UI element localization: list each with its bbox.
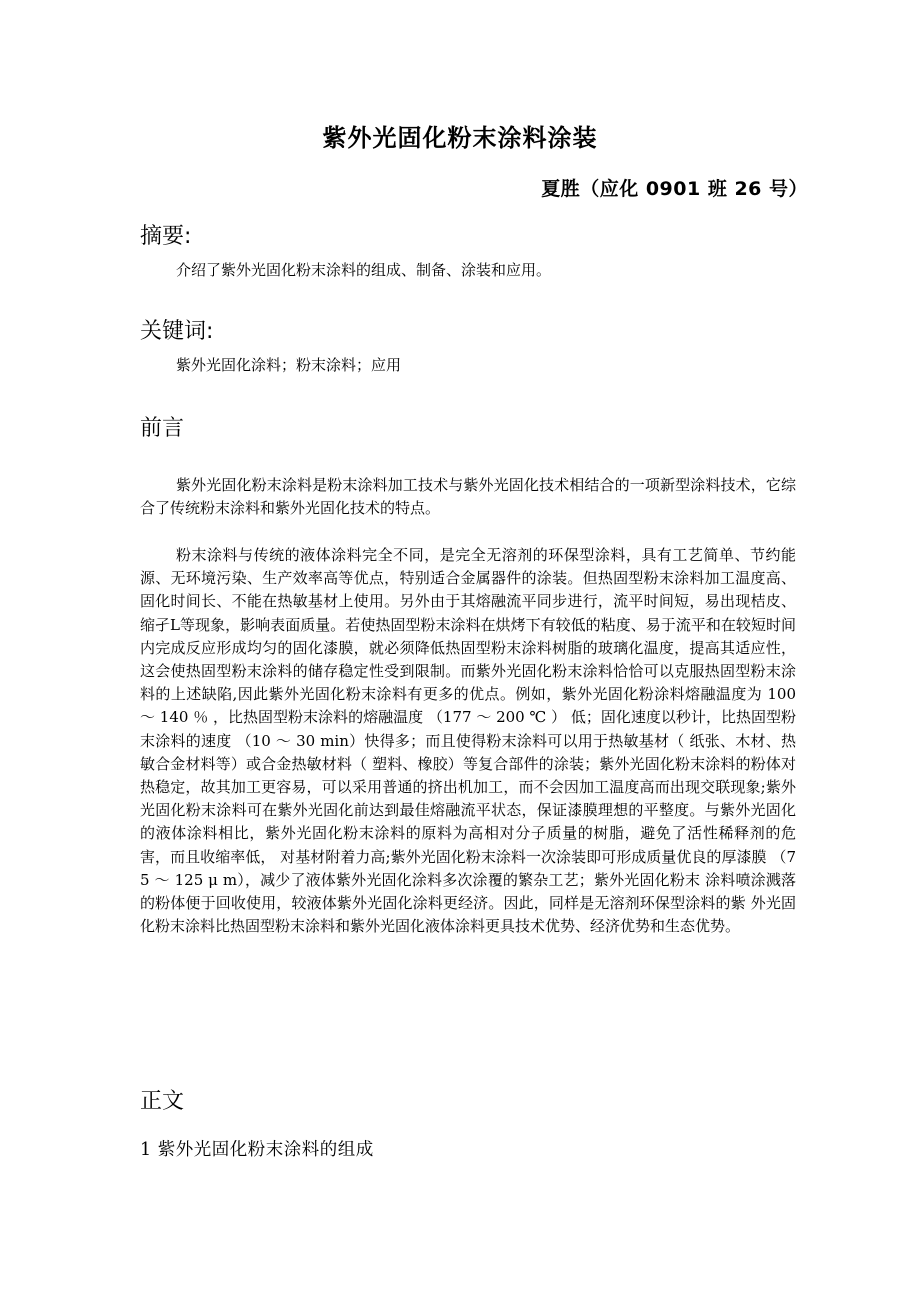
body-heading: 正文 — [140, 1089, 185, 1114]
keywords-text: 紫外光固化涂料；粉末涂料；应用 — [176, 356, 402, 374]
preface-paragraph-1: 紫外光固化粉末涂料是粉末涂料加工技术与紫外光固化技术相结合的一项新型涂料技术，它综合了传统粉末涂料和紫外光固化技术的特点。 — [140, 476, 796, 518]
abstract-heading: 摘要: — [140, 224, 192, 249]
document-title: 紫外光固化粉末涂料涂装 — [322, 124, 598, 152]
preface-heading: 前言 — [140, 416, 185, 441]
abstract-text: 介绍了紫外光固化粉末涂料的组成、制备、涂装和应用。 — [176, 261, 552, 279]
keywords-heading: 关键词: — [140, 319, 214, 344]
author-line: 夏胜（应化 0901 班 26 号） — [541, 178, 808, 200]
section-1-heading: 1 紫外光固化粉末涂料的组成 — [140, 1140, 374, 1160]
preface-paragraph-2: 粉末涂料与传统的液体涂料完全不同，是完全无溶剂的环保型涂料，具有工艺简单、节约能源、无环境污染、生产效率高等优点，特别适合金属器件的涂装。但热固型粉末涂料加工温度高、固化时间长、不能在热敏基材上使用。另外由于其熔融流平同步进行，流平时间短，易出现桔皮、缩孑L等现象，影响表面质量。若使热固型粉末涂料在烘烤下有较低的粘度、易于流平和在较短时间内完成反应形成均匀的固化漆膜，就必须降低热固型粉末涂料树脂的玻璃化温度，提高其适应性，这会使热固型粉末涂料的储存稳定性受到限制。而紫外光固化粉末涂料恰恰可以克服热固型粉末涂料的上述缺陷,因此紫外光固化粉末涂料有更多的优点。例如，紫外光固化粉涂料熔融温度为 100 ～ 140 ％ ，比热固型粉末涂料的熔融温度 （177 ～ 200 ℃ ） 低；固化速度以秒计，比热固型粉末涂料的速度 （10 ～ 30 min）快得多；而且使得粉末涂料可以用于热敏基材（ 纸张、木材、热敏合金材料等）或合金热敏材料（ 塑料、橡胶）等复合部件的涂装；紫外光固化粉末涂料的粉体对热稳定，故其加工更容易，可以采用普通的挤出机加工，而不会因加工温度高而出现交联现象;紫外光固化粉末涂料可在紫外光固化前达到最佳熔融流平状态，保证漆膜理想的平整度。与紫外光固化的液体涂料相比，紫外光固化粉末涂料的原料为高相对分子质量的树脂，避免了活性稀释剂的危害，而且收缩率低， 对基材附着力高;紫外光固化粉末涂料一次涂装即可形成质量优良的厚漆膜 （75 ～ 125 μ m），减少了液体紫外光固化涂料多次涂覆的繁杂工艺；紫外光固化粉末 涂料喷涂溅落的粉体便于回收使用，较液体紫外光固化涂料更经济。因此，同样是无溶剂环保型涂料的紫 外光固化粉末涂料比热固型粉末涂料和紫外光固化液体涂料更具技术优势、经济优势和生态优势。 — [140, 546, 796, 936]
